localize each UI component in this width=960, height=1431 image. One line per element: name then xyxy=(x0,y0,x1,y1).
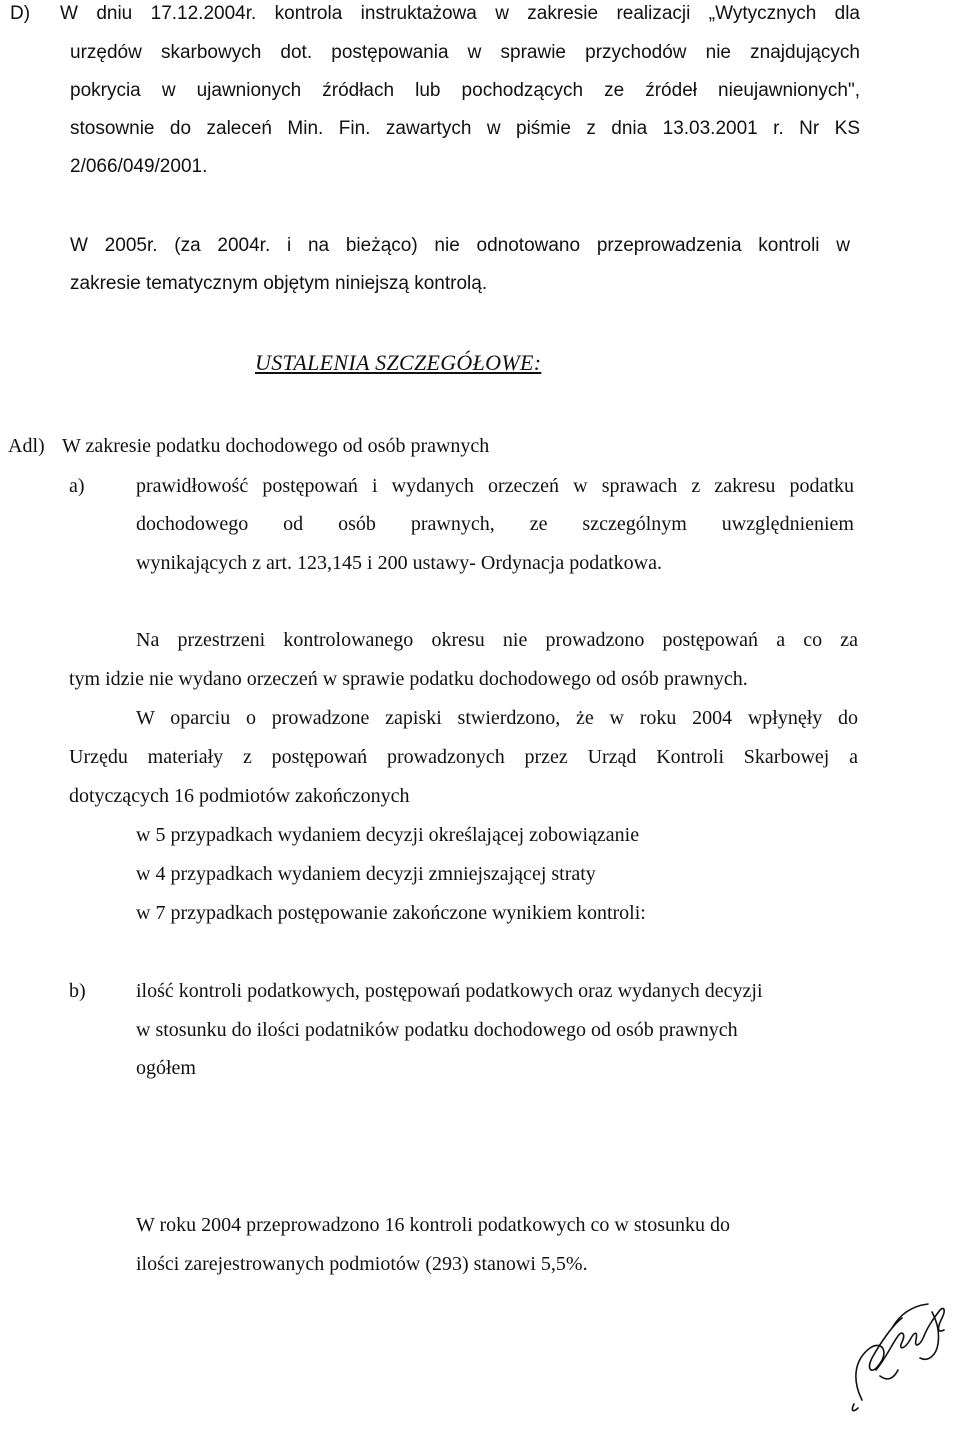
para3-line-2: ilości zarejestrowanych podmiotów (293) stanowi 5,5%. xyxy=(136,1253,588,1275)
para2-line-2: Urzędu materiały z postępowań prowadzonych przez Urząd Kontroli Skarbowej a xyxy=(69,746,858,768)
item-a-marker: a) xyxy=(69,475,85,497)
para1-line-1: Na przestrzeni kontrolowanego okresu nie prowadzono postępowań a co za xyxy=(136,629,858,651)
section-d-marker: D) xyxy=(10,3,31,24)
item-a-line-3: wynikających z art. 123,145 i 200 ustawy- Ordynacja podatkowa. xyxy=(136,552,662,574)
item-b-line-1: ilość kontroli podatkowych, postępowań podatkowych oraz wydanych decyzji xyxy=(136,980,763,1002)
para1-line-2: tym idzie nie wydano orzeczeń w sprawie podatku dochodowego od osób prawnych. xyxy=(69,668,748,690)
item-a-line-1: prawidłowość postępowań i wydanych orzeczeń w sprawach z zakresu podatku xyxy=(136,475,854,497)
section-heading: USTALENIA SZCZEGÓŁOWE: xyxy=(255,350,542,375)
item-b-line-2: w stosunku do ilości podatników podatku dochodowego od osób prawnych xyxy=(136,1019,738,1041)
item-b-line-3: ogółem xyxy=(136,1057,196,1079)
note-2005-line-1: W 2005r. (za 2004r. i na bieżąco) nie odnotowano przeprowadzenia kontroli w xyxy=(70,235,850,256)
section-d-line-1: W dniu 17.12.2004r. kontrola instruktażowa w zakresie realizacji „Wytycznych dla xyxy=(60,3,860,24)
handwritten-signature xyxy=(832,1300,957,1418)
para2-line-3: dotyczących 16 podmiotów zakończonych xyxy=(69,785,410,807)
section-d-line-5: 2/066/049/2001. xyxy=(70,156,208,177)
ad1-title: W zakresie podatku dochodowego od osób prawnych xyxy=(62,435,490,457)
case-line-3: w 7 przypadkach postępowanie zakończone wynikiem kontroli: xyxy=(136,902,646,924)
item-a-line-2: dochodowego od osób prawnych, ze szczególnym uwzględnieniem xyxy=(136,513,854,535)
note-2005-line-2: zakresie tematycznym objętym niniejszą kontrolą. xyxy=(70,273,488,294)
para2-line-1: W oparciu o prowadzone zapiski stwierdzono, że w roku 2004 wpłynęły do xyxy=(136,707,858,729)
case-line-1: w 5 przypadkach wydaniem decyzji określającej zobowiązanie xyxy=(136,824,640,846)
case-line-2: w 4 przypadkach wydaniem decyzji zmniejszającej straty xyxy=(136,863,596,885)
section-d-line-4: stosownie do zaleceń Min. Fin. zawartych w piśmie z dnia 13.03.2001 r. Nr KS xyxy=(70,118,860,139)
section-d-line-3: pokrycia w ujawnionych źródłach lub pochodzących ze źródeł nieujawnionych", xyxy=(70,80,860,101)
para3-line-1: W roku 2004 przeprowadzono 16 kontroli podatkowych co w stosunku do xyxy=(136,1214,730,1236)
ad1-marker: Adl) xyxy=(8,435,45,457)
item-b-marker: b) xyxy=(69,980,86,1002)
section-d-line-2: urzędów skarbowych dot. postępowania w sprawie przychodów nie znajdujących xyxy=(70,42,860,63)
